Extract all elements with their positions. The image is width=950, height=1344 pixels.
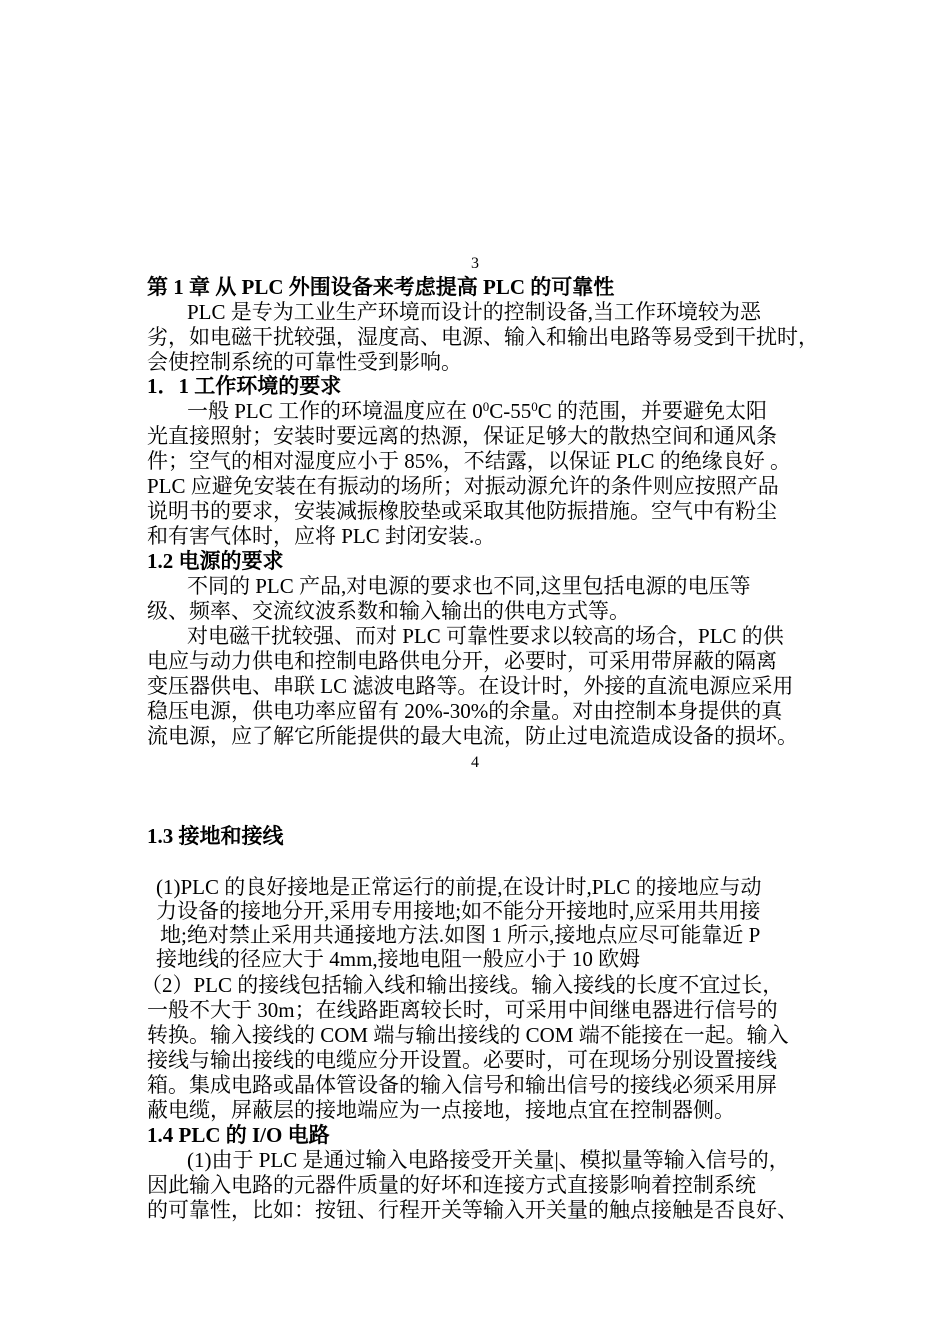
paragraph-line: 流电源，应了解它所能提供的最大电流，防止过电流造成设备的损坏。 (147, 724, 798, 748)
paragraph-line: 级、频率、交流纹波系数和输入输出的供电方式等。 (147, 599, 630, 623)
paragraph-line: 转换。输入接线的 COM 端与输出接线的 COM 端不能接在一起。输入 (147, 1023, 789, 1047)
paragraph-line: 和有害气体时，应将 PLC 封闭安装.。 (147, 524, 496, 548)
paragraph-line: 光直接照射；安装时要远离的热源，保证足够大的散热空间和通风条 (147, 424, 777, 448)
paragraph-line: 件；空气的相对湿度应小于 85%，不结露，以保证 PLC 的绝缘良好 。 (147, 449, 792, 473)
section-heading-1-1: 1．1 工作环境的要求 (147, 374, 342, 398)
paragraph-line: 蔽电缆，屏蔽层的接地端应为一点接地，接地点宜在控制器侧。 (147, 1098, 735, 1122)
intro-line: 劣，如电磁干扰较强，湿度高、电源、输入和输出电路等易受到干扰时， (147, 325, 819, 349)
paragraph-line: (1)PLC 的良好接地是正常运行的前提,在设计时,PLC 的接地应与动 (156, 875, 762, 899)
paragraph-line: (1)由于 PLC 是通过输入电路接受开关量|、模拟量等输入信号的， (187, 1148, 790, 1172)
section-heading-1-2: 1.2 电源的要求 (147, 549, 284, 573)
paragraph-line: 变压器供电、串联 LC 滤波电路等。在设计时，外接的直流电源应采用 (147, 674, 794, 698)
paragraph-line: 地;绝对禁止采用共通接地方法.如图 1 所示,接地点应尽可能靠近 P (160, 923, 761, 947)
paragraph-line: 说明书的要求，安装减振橡胶垫或采取其他防振措施。空气中有粉尘 (147, 499, 777, 523)
page-number: 3 (471, 255, 479, 272)
paragraph-line: PLC 应避免安装在有振动的场所；对振动源允许的条件则应按照产品 (147, 474, 779, 498)
chapter-title: 第 1 章 从 PLC 外围设备来考虑提高 PLC 的可靠性 (147, 275, 615, 299)
paragraph-line: 接线与输出接线的电缆应分开设置。必要时，可在现场分别设置接线 (147, 1048, 777, 1072)
paragraph-line: 对电磁干扰较强、而对 PLC 可靠性要求以较高的场合，PLC 的供 (187, 624, 784, 648)
paragraph-line: 一般不大于 30m；在线路距离较长时，可采用中间继电器进行信号的 (147, 998, 778, 1022)
paragraph-line: 箱。集成电路或晶体管设备的输入信号和输出信号的接线必须采用屏 (147, 1073, 777, 1097)
paragraph-line: 力设备的接地分开,采用专用接地;如不能分开接地时,应采用共用接 (156, 899, 761, 923)
paragraph-line: 电应与动力供电和控制电路供电分开，必要时，可采用带屏蔽的隔离 (147, 649, 777, 673)
paragraph-line: 接地线的径应大于 4mm,接地电阻一般应小于 10 欧姆 (156, 947, 641, 971)
paragraph-line: 一般 PLC 工作的环境温度应在 $0^0C-55^0C$ 的范围，并要避免太阳 (187, 399, 768, 423)
intro-line: PLC 是专为工业生产环境而设计的控制设备,当工作环境较为恶 (187, 300, 762, 324)
section-heading-1-4: 1.4 PLC 的 I/O 电路 (147, 1123, 330, 1147)
paragraph-line: 的可靠性，比如：按钮、行程开关等输入开关量的触点接触是否良好、 (147, 1198, 798, 1222)
paragraph-line: 稳压电源，供电功率应留有 20%-30%的余量。对由控制本身提供的真 (147, 699, 783, 723)
intro-line: 会使控制系统的可靠性受到影响。 (147, 350, 462, 374)
paragraph-line: （2）PLC 的接线包括输入线和输出接线。输入接线的长度不宜过长， (141, 973, 784, 997)
page-number: 4 (471, 754, 479, 771)
section-heading-1-3: 1.3 接地和接线 (147, 824, 284, 848)
paragraph-line: 因此输入电路的元器件质量的好坏和连接方式直接影响着控制系统 (147, 1173, 756, 1197)
paragraph-line: 不同的 PLC 产品,对电源的要求也不同,这里包括电源的电压等 (187, 574, 751, 598)
